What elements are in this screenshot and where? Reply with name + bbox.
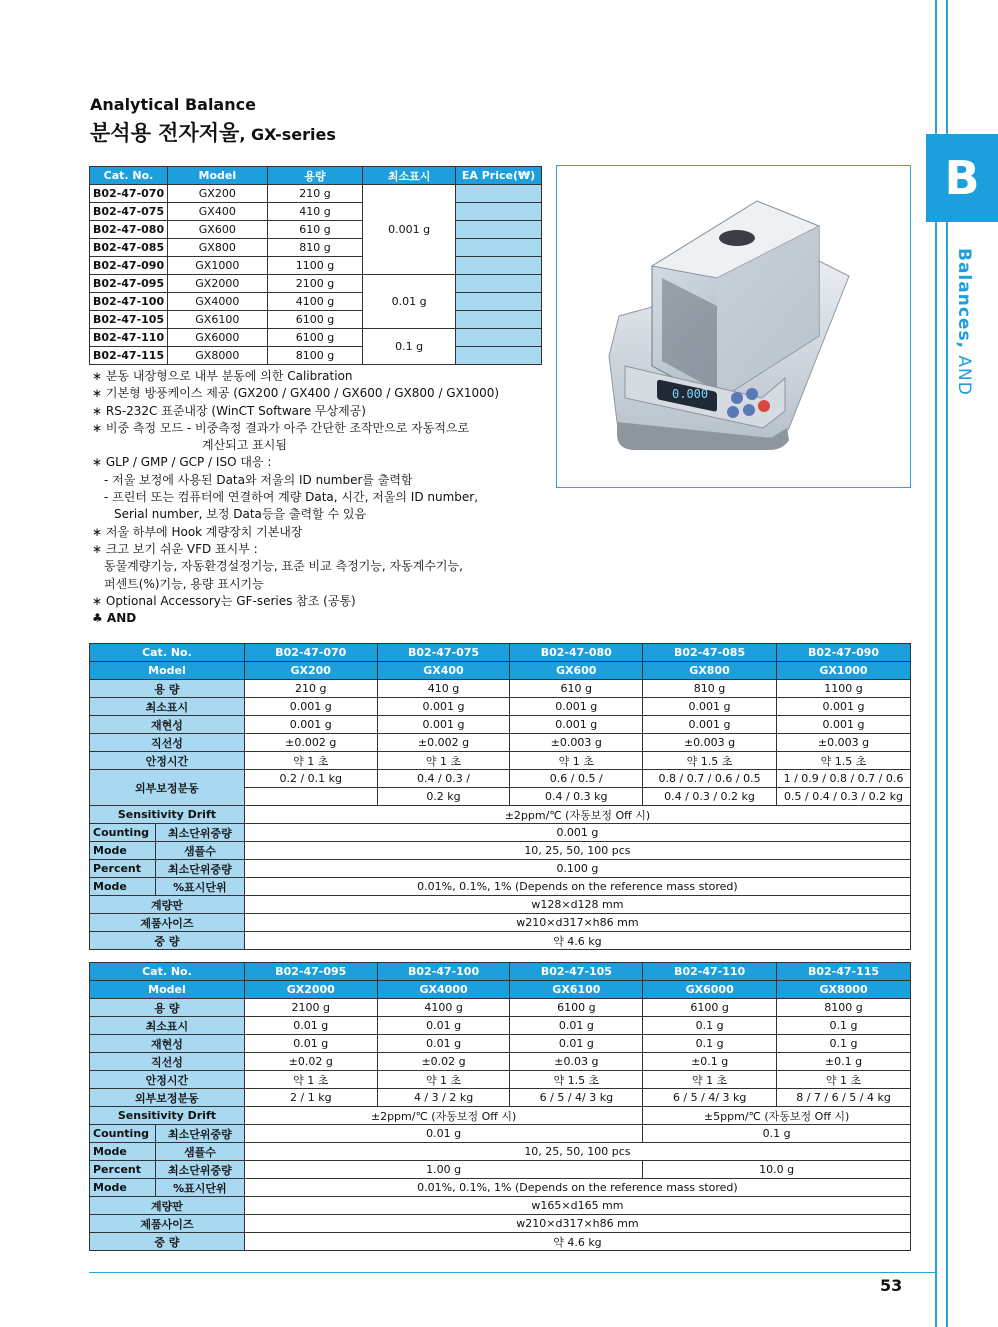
- table-row: [90, 1071, 911, 1089]
- feature-item: ∗ 크고 보기 쉬운 VFD 표시부 :: [92, 541, 258, 556]
- model: GX4000: [377, 981, 510, 999]
- cat-no: B02-47-105: [510, 963, 643, 981]
- row-group-label: Mode: [90, 878, 156, 896]
- price-cell: [456, 185, 542, 203]
- price-cell: [456, 257, 542, 275]
- price-cell: [456, 293, 542, 311]
- spec-cell: 10, 25, 50, 100 pcs: [244, 1143, 910, 1161]
- row-label: 계량판: [90, 1197, 245, 1215]
- row-label: 외부보정분동: [90, 1089, 245, 1107]
- page-number: 53: [880, 1276, 903, 1295]
- spec-cell: ±0.003 g: [776, 734, 910, 752]
- header-model: Model: [167, 167, 267, 185]
- spec-cell: ±0.003 g: [510, 734, 643, 752]
- price-cell: [456, 329, 542, 347]
- capacity: 410 g: [267, 203, 363, 221]
- table-row: [90, 842, 911, 860]
- spec-cell: 10.0 g: [643, 1161, 911, 1179]
- spec-cell: 약 4.6 kg: [244, 1233, 910, 1251]
- header-readability: 최소표시: [363, 167, 456, 185]
- price-cell: [456, 203, 542, 221]
- price-cell: [456, 311, 542, 329]
- spec-cell: ±0.02 g: [377, 1053, 510, 1071]
- feature-list: [92, 368, 542, 627]
- table-row: [90, 203, 542, 221]
- feature-item: 계산되고 표시됨: [202, 438, 287, 453]
- model: GX6000: [167, 329, 267, 347]
- model: GX1000: [776, 662, 910, 680]
- spec-cell: 8 / 7 / 6 / 5 / 4 kg: [777, 1089, 911, 1107]
- readability: 0.01 g: [363, 275, 456, 329]
- cat-no: B02-47-105: [90, 311, 168, 329]
- header-cat: Cat. No.: [90, 644, 245, 662]
- spec-cell: w210×d317×h86 mm: [244, 1215, 910, 1233]
- row-label: %표시단위: [155, 878, 244, 896]
- header-cat: Cat. No.: [90, 167, 168, 185]
- side-label-b: AND: [954, 349, 974, 396]
- spec-cell: 0.100 g: [244, 860, 910, 878]
- row-label: 샘플수: [155, 1143, 244, 1161]
- row-group-label: Percent: [90, 860, 156, 878]
- title-series: , GX-series: [239, 125, 336, 144]
- spec-cell: 0.01 g: [244, 1125, 642, 1143]
- capacity: 210 g: [267, 185, 363, 203]
- spec-cell: 6 / 5 / 4/ 3 kg: [510, 1089, 643, 1107]
- capacity: 6100 g: [267, 329, 363, 347]
- feature-item: ∗ 비중 측정 모드 - 비중측정 결과가 아주 간단한 조작만으로 자동적으로: [92, 420, 470, 435]
- row-group-label: Percent: [90, 1161, 156, 1179]
- spec-cell: ±0.002 g: [244, 734, 377, 752]
- capacity: 810 g: [267, 239, 363, 257]
- spec-cell: ±0.003 g: [643, 734, 777, 752]
- model: GX600: [167, 221, 267, 239]
- cat-no: B02-47-080: [90, 221, 168, 239]
- table-row: [90, 239, 542, 257]
- model: GX800: [167, 239, 267, 257]
- spec-cell: 0.4 / 0.3 kg: [510, 788, 643, 806]
- spec-cell: 0.001 g: [510, 698, 643, 716]
- feature-item: ∗ Optional Accessory는 GF-series 참조 (공통): [92, 593, 356, 608]
- spec-cell: 1 / 0.9 / 0.8 / 0.7 / 0.6: [776, 770, 910, 788]
- row-label: 직선성: [90, 1053, 245, 1071]
- table-row: [90, 932, 911, 950]
- row-label: 최소단위중량: [155, 860, 244, 878]
- table-row: [90, 329, 542, 347]
- spec-cell: 4 / 3 / 2 kg: [377, 1089, 510, 1107]
- spec-cell: 0.4 / 0.3 / 0.2 kg: [643, 788, 777, 806]
- row-label: Sensitivity Drift: [90, 1107, 245, 1125]
- row-label: 최소단위중량: [155, 1125, 244, 1143]
- capacity: 2100 g: [267, 275, 363, 293]
- spec-cell: w128×d128 mm: [244, 896, 910, 914]
- feature-item: - 프린터 또는 컴퓨터에 연결하여 계량 Data, 시간, 저울의 ID number,: [104, 490, 479, 505]
- overview-table: [89, 166, 542, 365]
- spec-cell: 0.01%, 0.1%, 1% (Depends on the reference mass stored): [244, 878, 910, 896]
- spec-cell: 0.1 g: [643, 1035, 777, 1053]
- table-row: [90, 1089, 911, 1107]
- model: GX6000: [643, 981, 777, 999]
- feature-item: - 저울 보정에 사용된 Data와 저울의 ID number를 출력함: [104, 472, 413, 487]
- row-label: 중 량: [90, 1233, 245, 1251]
- table-row: [90, 257, 542, 275]
- row-label: 재현성: [90, 716, 245, 734]
- spec-cell: 1100 g: [776, 680, 910, 698]
- readability: 0.001 g: [363, 185, 456, 275]
- spec-cell: ±0.1 g: [777, 1053, 911, 1071]
- model: GX600: [510, 662, 643, 680]
- feature-item: ∗ RS-232C 표준내장 (WinCT Software 무상제공): [92, 403, 366, 418]
- product-photo: [556, 165, 911, 488]
- section-tab: B: [926, 134, 998, 222]
- feature-item: Serial number, 보정 Data등을 출력할 수 있음: [114, 507, 367, 522]
- cat-no: B02-47-115: [777, 963, 911, 981]
- row-label: 제품사이즈: [90, 1215, 245, 1233]
- row-label: 외부보정분동: [90, 770, 245, 806]
- capacity: 8100 g: [267, 347, 363, 365]
- model: GX200: [167, 185, 267, 203]
- spec-cell: 4100 g: [377, 999, 510, 1017]
- cat-no: B02-47-085: [643, 644, 777, 662]
- spec-cell: ±0.03 g: [510, 1053, 643, 1071]
- spec-cell: 0.8 / 0.7 / 0.6 / 0.5: [643, 770, 777, 788]
- spec-cell: 약 1 초: [244, 1071, 377, 1089]
- table-row: [90, 734, 911, 752]
- cat-no: B02-47-110: [90, 329, 168, 347]
- spec-cell: 6100 g: [510, 999, 643, 1017]
- table-row: [90, 1125, 911, 1143]
- capacity: 610 g: [267, 221, 363, 239]
- capacity: 6100 g: [267, 311, 363, 329]
- spec-cell: 410 g: [377, 680, 510, 698]
- cat-no: B02-47-075: [90, 203, 168, 221]
- feature-item: ∗ GLP / GMP / GCP / ISO 대응 :: [92, 455, 272, 470]
- model: GX4000: [167, 293, 267, 311]
- model: GX8000: [167, 347, 267, 365]
- price-cell: [456, 239, 542, 257]
- spec-cell: 0.01 g: [244, 1035, 377, 1053]
- table-row: [90, 716, 911, 734]
- cat-no: B02-47-115: [90, 347, 168, 365]
- cat-no: B02-47-070: [244, 644, 377, 662]
- side-label-a: Balances,: [954, 248, 974, 350]
- table-row: [90, 293, 542, 311]
- model: GX1000: [167, 257, 267, 275]
- spec-cell: 0.001 g: [377, 698, 510, 716]
- spec-cell: 0.01 g: [510, 1035, 643, 1053]
- spec-cell: 0.01%, 0.1%, 1% (Depends on the reference mass stored): [244, 1179, 910, 1197]
- model: GX400: [167, 203, 267, 221]
- row-label: 제품사이즈: [90, 914, 245, 932]
- feature-item: ♣ AND: [92, 611, 137, 626]
- spec-cell: 2100 g: [244, 999, 377, 1017]
- spec-cell: 0.2 / 0.1 kg: [244, 770, 377, 788]
- table-row: [90, 896, 911, 914]
- spec-cell: [244, 788, 377, 806]
- table-row: [90, 1179, 911, 1197]
- capacity: 4100 g: [267, 293, 363, 311]
- row-label: 용 량: [90, 680, 245, 698]
- price-cell: [456, 221, 542, 239]
- spec-cell: 0.001 g: [776, 716, 910, 734]
- row-group-label: Mode: [90, 1179, 156, 1197]
- cat-no: B02-47-075: [377, 644, 510, 662]
- spec-cell: 0.001 g: [244, 824, 910, 842]
- model: GX200: [244, 662, 377, 680]
- model: GX800: [643, 662, 777, 680]
- row-group-label: Mode: [90, 842, 156, 860]
- model: GX2000: [244, 981, 377, 999]
- spec-cell: ±0.1 g: [643, 1053, 777, 1071]
- row-group-label: Mode: [90, 1143, 156, 1161]
- spec-table-b: [89, 962, 911, 1251]
- spec-cell: 약 1 초: [643, 1071, 777, 1089]
- section-side-label: [944, 248, 984, 418]
- spec-cell: 약 1.5 초: [643, 752, 777, 770]
- spec-cell: 10, 25, 50, 100 pcs: [244, 842, 910, 860]
- cat-no: B02-47-095: [244, 963, 377, 981]
- price-cell: [456, 275, 542, 293]
- spec-cell: ±0.02 g: [244, 1053, 377, 1071]
- spec-cell: 0.5 / 0.4 / 0.3 / 0.2 kg: [776, 788, 910, 806]
- table-row: [90, 1017, 911, 1035]
- spec-cell: 0.6 / 0.5 /: [510, 770, 643, 788]
- cat-no: B02-47-100: [377, 963, 510, 981]
- title-kr: 분석용 전자저울: [90, 121, 240, 145]
- table-row: [90, 752, 911, 770]
- feature-item: ∗ 기본형 방풍케이스 제공 (GX200 / GX400 / GX600 / GX800 / GX1000): [92, 386, 500, 401]
- spec-cell: 2 / 1 kg: [244, 1089, 377, 1107]
- spec-cell: 0.01 g: [244, 1017, 377, 1035]
- row-label: 직선성: [90, 734, 245, 752]
- row-label: 중 량: [90, 932, 245, 950]
- cat-no: B02-47-110: [643, 963, 777, 981]
- model: GX8000: [777, 981, 911, 999]
- row-label: 최소단위중량: [155, 824, 244, 842]
- spec-cell: w210×d317×h86 mm: [244, 914, 910, 932]
- table-row: [90, 1035, 911, 1053]
- table-row: [90, 806, 911, 824]
- table-row: [90, 878, 911, 896]
- row-label: 안정시간: [90, 1071, 245, 1089]
- table-row: [90, 1053, 911, 1071]
- capacity: 1100 g: [267, 257, 363, 275]
- table-row: [90, 770, 911, 788]
- table-row: [90, 680, 911, 698]
- feature-item: 퍼센트(%)기능, 용량 표시기능: [104, 576, 264, 591]
- spec-cell: 약 1.5 초: [776, 752, 910, 770]
- table-row: [90, 1161, 911, 1179]
- row-group-label: Counting: [90, 824, 156, 842]
- spec-cell: 6100 g: [643, 999, 777, 1017]
- header-cat: Cat. No.: [90, 963, 245, 981]
- spec-cell: ±0.002 g: [377, 734, 510, 752]
- spec-cell: 0.001 g: [244, 698, 377, 716]
- spec-cell: 0.01 g: [510, 1017, 643, 1035]
- table-row: [90, 1233, 911, 1251]
- spec-cell: 0.1 g: [777, 1017, 911, 1035]
- feature-item: 동물계량기능, 자동환경설정기능, 표준 비교 측정기능, 자동계수기능,: [104, 559, 463, 574]
- table-row: [90, 860, 911, 878]
- spec-cell: ±2ppm/℃ (자동보정 Off 시): [244, 1107, 642, 1125]
- table-row: [90, 698, 911, 716]
- display-readout: 0.000: [672, 387, 709, 401]
- table-row: [90, 1215, 911, 1233]
- row-label: 최소단위중량: [155, 1161, 244, 1179]
- row-label: Sensitivity Drift: [90, 806, 245, 824]
- spec-cell: 0.001 g: [643, 716, 777, 734]
- balance-illustration: [557, 166, 910, 487]
- spec-cell: 약 1 초: [377, 752, 510, 770]
- spec-cell: 210 g: [244, 680, 377, 698]
- cat-no: B02-47-090: [90, 257, 168, 275]
- spec-cell: 610 g: [510, 680, 643, 698]
- feature-item: ∗ 저울 하부에 Hook 계량장치 기본내장: [92, 524, 303, 539]
- spec-cell: 0.1 g: [643, 1125, 911, 1143]
- spec-cell: 약 4.6 kg: [244, 932, 910, 950]
- row-label: 재현성: [90, 1035, 245, 1053]
- footer-rule: [89, 1272, 935, 1273]
- spec-cell: ±2ppm/℃ (자동보정 Off 시): [244, 806, 910, 824]
- row-label: 최소표시: [90, 1017, 245, 1035]
- spec-cell: 약 1.5 초: [510, 1071, 643, 1089]
- spec-cell: ±5ppm/℃ (자동보정 Off 시): [643, 1107, 911, 1125]
- spec-cell: 0.001 g: [244, 716, 377, 734]
- spec-cell: 약 1 초: [244, 752, 377, 770]
- spec-cell: 0.01 g: [377, 1017, 510, 1035]
- cat-no: B02-47-090: [776, 644, 910, 662]
- cat-no: B02-47-085: [90, 239, 168, 257]
- spec-cell: 0.001 g: [643, 698, 777, 716]
- row-label: 안정시간: [90, 752, 245, 770]
- row-label: %표시단위: [155, 1179, 244, 1197]
- header-model: Model: [90, 981, 245, 999]
- spec-table-a: [89, 643, 911, 950]
- spec-cell: 0.001 g: [776, 698, 910, 716]
- model: GX400: [377, 662, 510, 680]
- table-row: [90, 1107, 911, 1125]
- spec-cell: 0.01 g: [377, 1035, 510, 1053]
- table-row: [90, 275, 542, 293]
- spec-cell: 0.2 kg: [377, 788, 510, 806]
- cat-no: B02-47-100: [90, 293, 168, 311]
- spec-cell: 810 g: [643, 680, 777, 698]
- cat-no: B02-47-095: [90, 275, 168, 293]
- spec-cell: w165×d165 mm: [244, 1197, 910, 1215]
- row-label: 샘플수: [155, 842, 244, 860]
- spec-cell: 8100 g: [777, 999, 911, 1017]
- row-label: 계량판: [90, 896, 245, 914]
- table-row: [90, 347, 542, 365]
- table-row: [90, 824, 911, 842]
- spec-cell: 약 1 초: [777, 1071, 911, 1089]
- cat-no: B02-47-080: [510, 644, 643, 662]
- readability: 0.1 g: [363, 329, 456, 365]
- table-row: [90, 999, 911, 1017]
- header-capacity: 용량: [267, 167, 363, 185]
- spec-cell: 0.001 g: [510, 716, 643, 734]
- spec-cell: 약 1 초: [510, 752, 643, 770]
- table-row: [90, 221, 542, 239]
- table-row: [90, 311, 542, 329]
- page-title-kr: [90, 117, 336, 147]
- table-row: [90, 1197, 911, 1215]
- table-row: [90, 185, 542, 203]
- page-title-en: Analytical Balance: [90, 95, 256, 114]
- spec-cell: 0.1 g: [643, 1017, 777, 1035]
- cat-no: B02-47-070: [90, 185, 168, 203]
- spec-cell: 6 / 5 / 4/ 3 kg: [643, 1089, 777, 1107]
- table-row: [90, 914, 911, 932]
- table-row: [90, 1143, 911, 1161]
- model: GX6100: [510, 981, 643, 999]
- model: GX2000: [167, 275, 267, 293]
- spec-cell: 0.4 / 0.3 /: [377, 770, 510, 788]
- price-cell: [456, 347, 542, 365]
- spec-cell: 약 1 초: [377, 1071, 510, 1089]
- model: GX6100: [167, 311, 267, 329]
- row-label: 최소표시: [90, 698, 245, 716]
- header-model: Model: [90, 662, 245, 680]
- row-label: 용 량: [90, 999, 245, 1017]
- feature-item: ∗ 분동 내장형으로 내부 분동에 의한 Calibration: [92, 369, 353, 383]
- spec-cell: 0.001 g: [377, 716, 510, 734]
- spec-cell: 1.00 g: [244, 1161, 642, 1179]
- spec-cell: 0.1 g: [777, 1035, 911, 1053]
- header-price: EA Price(₩): [456, 167, 542, 185]
- row-group-label: Counting: [90, 1125, 156, 1143]
